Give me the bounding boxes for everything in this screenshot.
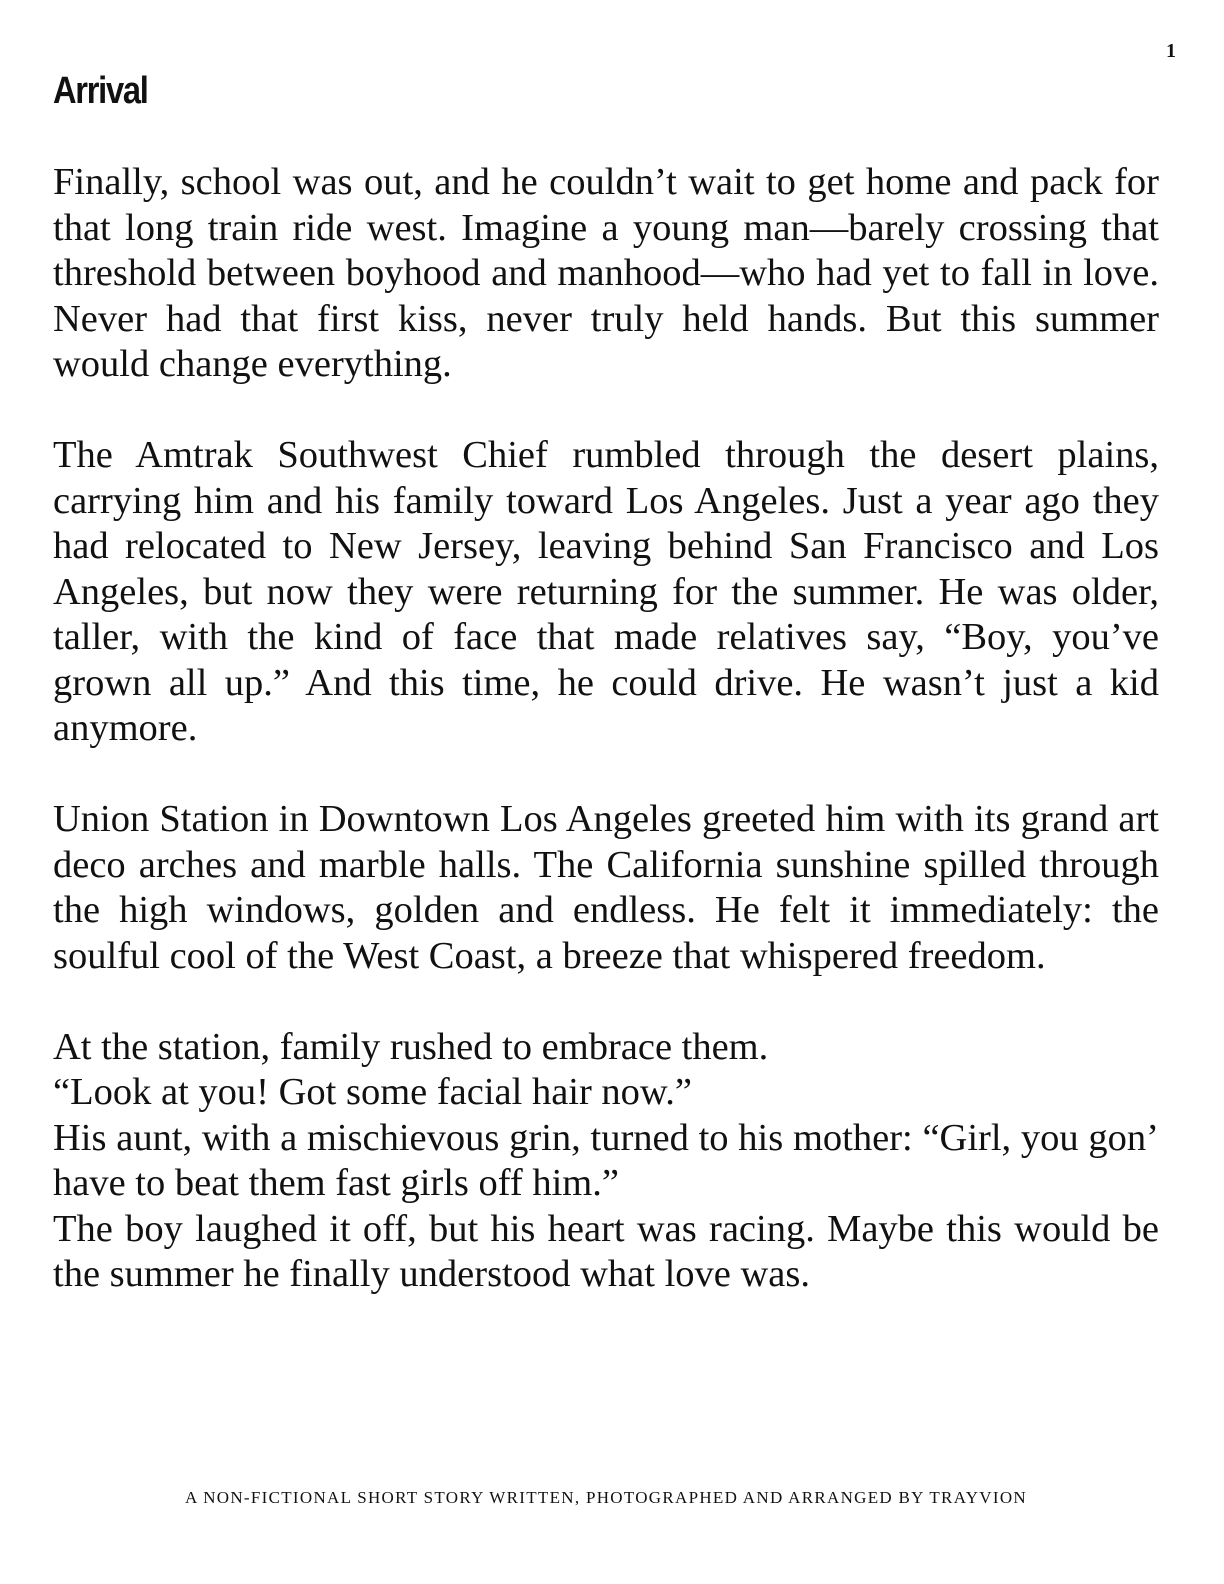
paragraph-1: Finally, school was out, and he couldn’t wait to get home and pack for that long train ride west. Imagine a young man—barely crossing that threshold between boyhood and manhood—who had yet to fall in love. Never had that first kiss, never truly held hands. But this summer would change everything. bbox=[53, 161, 1159, 385]
footer-credit: A NON-FICTIONAL SHORT STORY WRITTEN, PHOTOGRAPHED AND ARRANGED BY TRAYVION bbox=[185, 1488, 1027, 1507]
page-number: 1 bbox=[1166, 40, 1176, 62]
dialogue-line-3: His aunt, with a mischievous grin, turned to his mother: “Girl, you gon’ have to beat them fast girls off him.” bbox=[53, 1116, 1159, 1204]
story-body bbox=[53, 160, 1159, 1343]
paragraph-2: The Amtrak Southwest Chief rumbled through the desert plains, carrying him and his family toward Los Angeles. Just a year ago they had relocated to New Jersey, leaving behind San Francisco and Los Angeles, but now they were returning for the summer. He was older, taller, with the kind of face that made relatives say, “Boy, you’ve grown all up.” And this time, he could drive. He wasn’t just a kid anymore. bbox=[53, 434, 1159, 749]
dialogue-line-4: The boy laughed it off, but his heart was racing. Maybe this would be the summer he finally understood what love was. bbox=[53, 1207, 1159, 1295]
dialogue-line-1: At the station, family rushed to embrace them. bbox=[53, 1025, 769, 1068]
paragraph-3: Union Station in Downtown Los Angeles greeted him with its grand art deco arches and marble halls. The California sunshine spilled through the high windows, golden and endless. He felt it immediately: the soulful cool of the West Coast, a breeze that whispered freedom. bbox=[53, 798, 1159, 977]
dialogue-line-2: “Look at you! Got some facial hair now.” bbox=[53, 1071, 692, 1113]
chapter-title: Arrival bbox=[53, 70, 148, 112]
dialogue-paragraph bbox=[53, 1025, 1159, 1298]
